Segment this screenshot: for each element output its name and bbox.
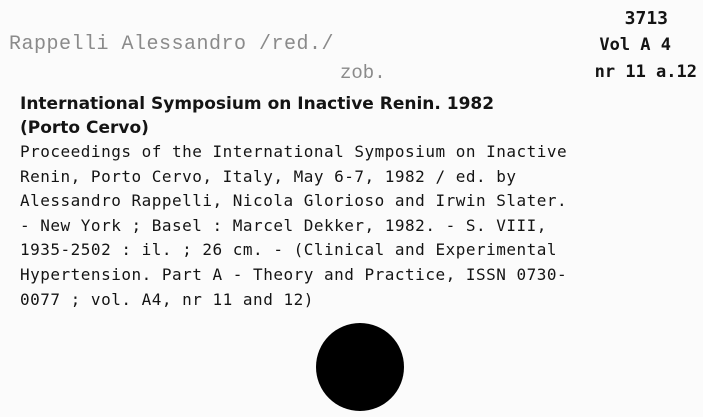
issue-number: nr 11 a.12 <box>594 62 697 82</box>
punch-hole <box>316 323 404 411</box>
description-line: Renin, Porto Cervo, Italy, May 6-7, 1982 / ed. by <box>20 166 517 186</box>
accession-number: 3713 <box>624 8 668 29</box>
author-line: Rappelli Alessandro /red./ <box>9 33 335 56</box>
bibliographic-description <box>20 140 703 312</box>
title-line: (Porto Cervo) <box>20 118 149 138</box>
volume-number: Vol A 4 <box>599 35 671 55</box>
description-line: 1935-2502 : il. ; 26 cm. - (Clinical and Experimental <box>20 240 558 260</box>
author-role: zob. <box>340 62 386 84</box>
description-line: 0077 ; vol. A4, nr 11 and 12) <box>20 289 314 309</box>
description-line: Proceedings of the International Symposium on Inactive <box>20 142 568 161</box>
description-line: Hypertension. Part A - Theory and Practice, ISSN 0730- <box>20 264 568 284</box>
title-line: International Symposium on Inactive Renin. 1982 <box>20 94 495 114</box>
catalog-title <box>20 92 660 140</box>
description-line: Alessandro Rappelli, Nicola Glorioso and Irwin Slater. <box>20 191 568 211</box>
description-line: - New York ; Basel : Marcel Dekker, 1982. - S. VIII, <box>20 215 547 235</box>
